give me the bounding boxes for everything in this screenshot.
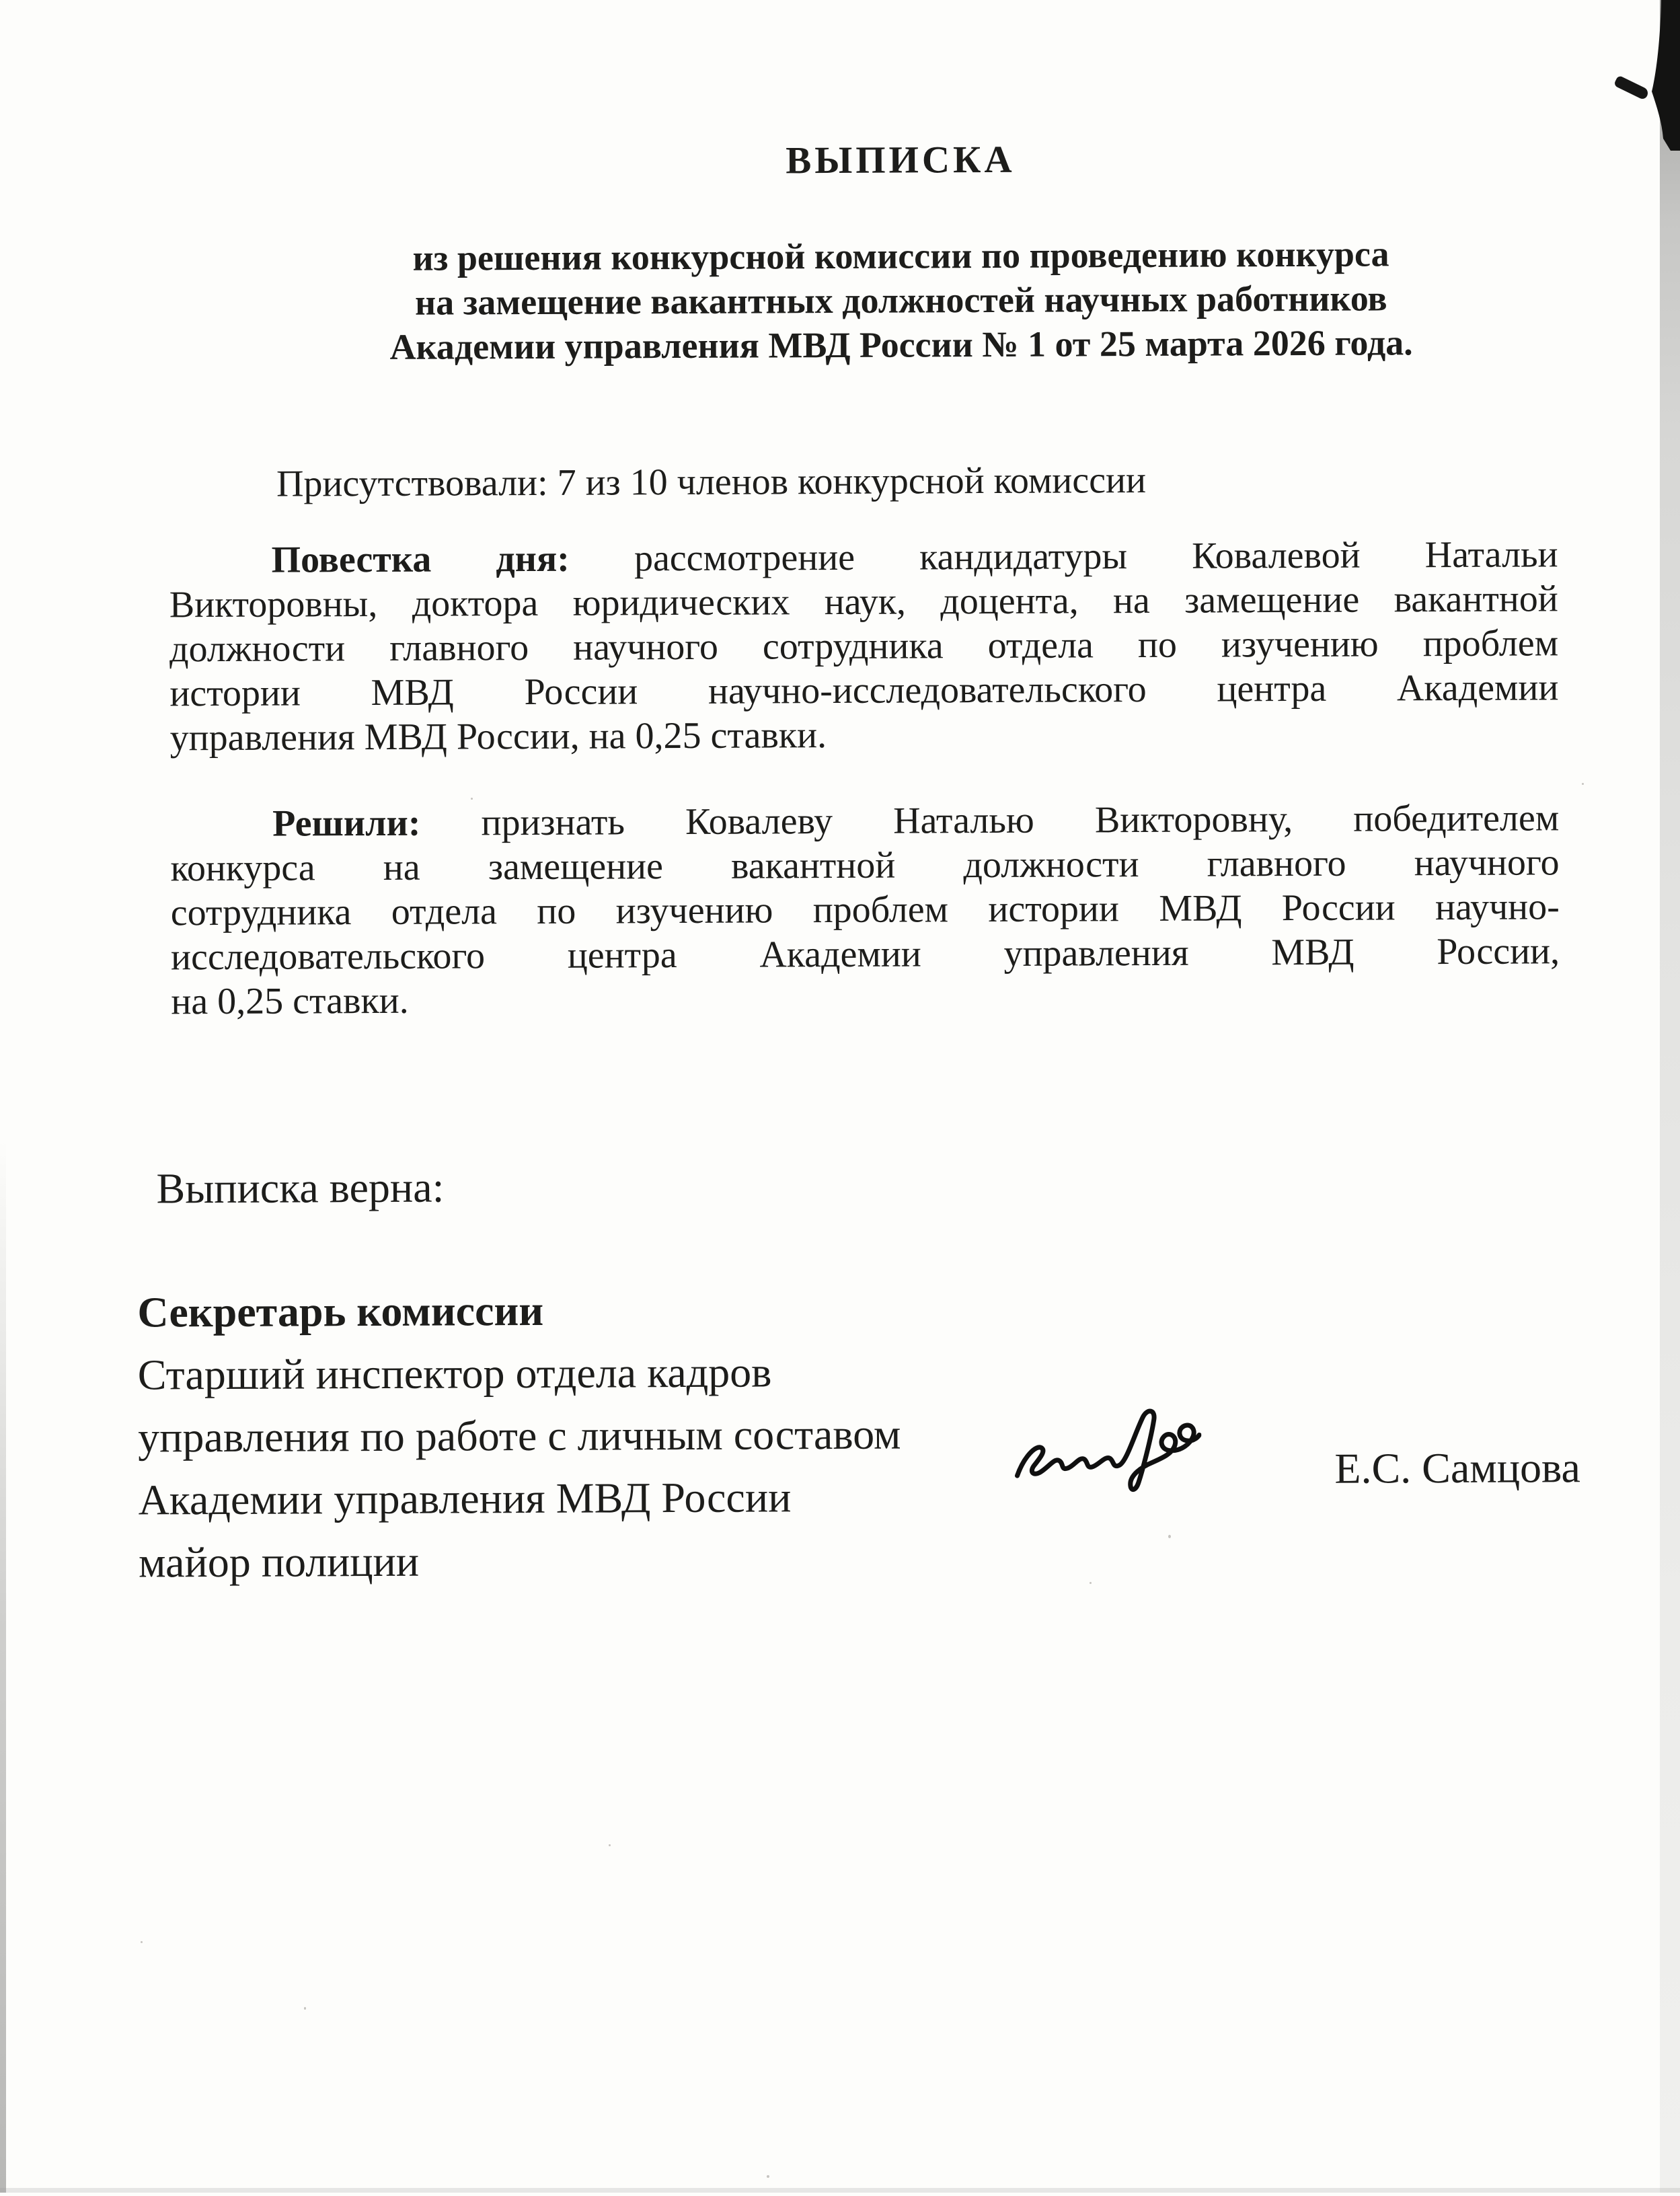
document-title: ВЫПИСКА xyxy=(786,138,1016,182)
agenda-line: управления МВД России, на 0,25 ставки. xyxy=(169,714,827,759)
scan-edge-shadow-right xyxy=(1660,0,1680,2193)
agenda-line xyxy=(169,532,1558,582)
scan-edge-shadow-left xyxy=(0,0,6,2193)
scan-corner-artifact xyxy=(1650,0,1680,151)
decision-line xyxy=(170,796,1559,846)
signatory-line: управления по работе с личным составом xyxy=(138,1410,901,1462)
decision-line: исследовательского центра Академии управления МВД России, xyxy=(170,930,1560,979)
signatory-name: Е.С. Самцова xyxy=(1334,1443,1580,1492)
decision-label: Решили: xyxy=(272,802,421,845)
scan-speckle xyxy=(1582,783,1584,785)
scan-speckle xyxy=(471,798,473,800)
decision-text: признать Ковалеву Наталью Викторовну, победителем xyxy=(481,797,1560,844)
decision-line: сотрудника отдела по изучению проблем истории МВД России научно- xyxy=(170,886,1560,934)
subtitle-line: из решения конкурсной комиссии по проведению конкурса xyxy=(412,233,1389,278)
scan-speckle xyxy=(1168,1535,1171,1538)
signatory-line: Старший инспектор отдела кадров xyxy=(137,1348,772,1399)
scan-speckle xyxy=(304,2007,306,2010)
signatory-line: майор полиции xyxy=(138,1537,420,1587)
scan-speckle xyxy=(141,1941,143,1943)
agenda-line: истории МВД России научно-исследовательского центра Академии xyxy=(169,667,1559,715)
scan-speckle xyxy=(1090,1582,1092,1584)
certification-line: Выписка верна: xyxy=(156,1163,445,1213)
agenda-label: Повестка дня: xyxy=(271,537,570,581)
handwritten-signature-ink xyxy=(1011,1407,1202,1497)
decision-line: на 0,25 ставки. xyxy=(171,979,409,1023)
decision-paragraph xyxy=(170,796,1560,1024)
signatory-block xyxy=(137,1278,901,1594)
decision-line: конкурса на замещение вакантной должности главного научного xyxy=(170,841,1560,890)
subtitle-line: Академии управления МВД России № 1 от 25 марта 2026 года. xyxy=(389,322,1413,367)
scan-edge-shadow-bottom xyxy=(0,2188,1680,2193)
scan-speckle xyxy=(609,1844,611,1846)
signatory-role: Секретарь комиссии xyxy=(137,1286,544,1336)
attendance-line: Присутствовали: 7 из 10 членов конкурсной комиссии xyxy=(276,459,1147,505)
subtitle-line: на замещение вакантных должностей научных работников xyxy=(414,278,1387,323)
agenda-line: Викторовны, доктора юридических наук, доцента, на замещение вакантной xyxy=(169,578,1558,626)
agenda-text: рассмотрение кандидатуры Ковалевой Натальи xyxy=(634,533,1558,580)
agenda-paragraph xyxy=(169,532,1558,760)
signatory-line: Академии управления МВД России xyxy=(138,1473,792,1524)
document-subtitle xyxy=(258,231,1543,369)
scan-speckle xyxy=(767,2175,769,2178)
agenda-line: должности главного научного сотрудника отдела по изучению проблем xyxy=(169,622,1559,671)
